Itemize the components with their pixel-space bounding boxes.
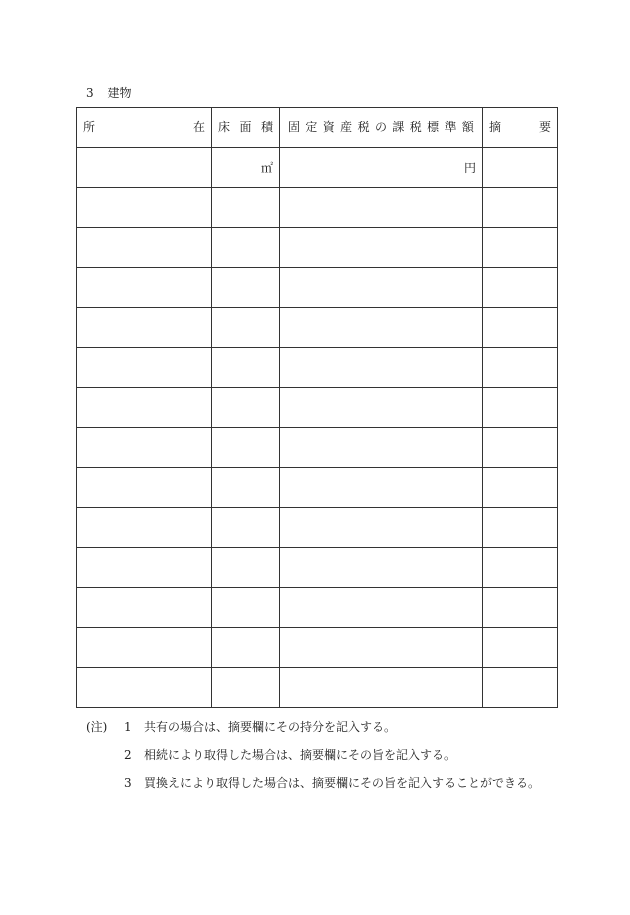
cell-location[interactable] bbox=[77, 548, 212, 588]
header-floor-area-char: 積 bbox=[260, 120, 273, 134]
cell-location[interactable] bbox=[77, 268, 212, 308]
cell-tax-base[interactable] bbox=[280, 548, 483, 588]
table-row bbox=[77, 148, 558, 188]
note-item bbox=[86, 718, 540, 746]
cell-location[interactable] bbox=[77, 348, 212, 388]
cell-floor-area[interactable] bbox=[212, 428, 280, 468]
cell-location[interactable] bbox=[77, 588, 212, 628]
cell-tax-base[interactable] bbox=[280, 268, 483, 308]
table-row bbox=[77, 508, 558, 548]
cell-tax-base[interactable] bbox=[280, 468, 483, 508]
cell-tax-base[interactable] bbox=[280, 188, 483, 228]
cell-remarks[interactable] bbox=[483, 588, 558, 628]
cell-location[interactable] bbox=[77, 148, 212, 188]
cell-floor-area[interactable] bbox=[212, 188, 280, 228]
cell-floor-area[interactable] bbox=[212, 268, 280, 308]
header-tax-base-char: 定 bbox=[305, 120, 318, 134]
table-row bbox=[77, 468, 558, 508]
note-item bbox=[86, 746, 540, 774]
header-tax-base bbox=[280, 108, 483, 148]
table-row bbox=[77, 668, 558, 708]
header-remarks bbox=[483, 108, 558, 148]
cell-remarks[interactable] bbox=[483, 388, 558, 428]
table-row bbox=[77, 548, 558, 588]
header-tax-base-char: 標 bbox=[427, 120, 440, 134]
cell-tax-base[interactable] bbox=[280, 508, 483, 548]
cell-tax-base[interactable] bbox=[280, 148, 483, 188]
table-row bbox=[77, 348, 558, 388]
cell-tax-base[interactable] bbox=[280, 588, 483, 628]
header-location-char: 在 bbox=[192, 120, 205, 134]
header-floor-area-char: 床 bbox=[218, 120, 231, 134]
cell-location[interactable] bbox=[77, 308, 212, 348]
note-text: 共有の場合は、摘要欄にその持分を記入する。 bbox=[144, 720, 397, 734]
cell-floor-area[interactable] bbox=[212, 508, 280, 548]
cell-floor-area[interactable] bbox=[212, 228, 280, 268]
header-tax-base-char: 額 bbox=[461, 120, 474, 134]
header-location-char: 所 bbox=[83, 120, 96, 134]
table-header-row bbox=[77, 108, 558, 148]
table-row bbox=[77, 628, 558, 668]
header-tax-base-char: の bbox=[374, 120, 387, 134]
cell-tax-base[interactable] bbox=[280, 628, 483, 668]
cell-floor-area[interactable] bbox=[212, 308, 280, 348]
cell-remarks[interactable] bbox=[483, 148, 558, 188]
cell-location[interactable] bbox=[77, 508, 212, 548]
header-tax-base-char: 課 bbox=[392, 120, 405, 134]
cell-floor-area[interactable] bbox=[212, 348, 280, 388]
cell-floor-area[interactable] bbox=[212, 388, 280, 428]
cell-tax-base[interactable] bbox=[280, 428, 483, 468]
cell-location[interactable] bbox=[77, 628, 212, 668]
cell-floor-area[interactable] bbox=[212, 588, 280, 628]
unit-yen: 円 bbox=[463, 161, 476, 175]
cell-tax-base[interactable] bbox=[280, 668, 483, 708]
cell-remarks[interactable] bbox=[483, 268, 558, 308]
cell-location[interactable] bbox=[77, 188, 212, 228]
table-row bbox=[77, 588, 558, 628]
cell-location[interactable] bbox=[77, 228, 212, 268]
header-tax-base-char: 税 bbox=[409, 120, 422, 134]
cell-remarks[interactable] bbox=[483, 668, 558, 708]
cell-tax-base[interactable] bbox=[280, 388, 483, 428]
header-tax-base-char: 準 bbox=[444, 120, 457, 134]
table-row bbox=[77, 308, 558, 348]
cell-remarks[interactable] bbox=[483, 548, 558, 588]
table-row bbox=[77, 428, 558, 468]
cell-location[interactable] bbox=[77, 428, 212, 468]
section-number: 3 bbox=[86, 86, 94, 100]
header-remarks-char: 要 bbox=[538, 120, 551, 134]
header-remarks-char: 摘 bbox=[489, 120, 502, 134]
notes bbox=[86, 718, 540, 802]
cell-tax-base[interactable] bbox=[280, 348, 483, 388]
cell-remarks[interactable] bbox=[483, 628, 558, 668]
cell-remarks[interactable] bbox=[483, 508, 558, 548]
cell-remarks[interactable] bbox=[483, 468, 558, 508]
cell-remarks[interactable] bbox=[483, 188, 558, 228]
cell-floor-area[interactable] bbox=[212, 468, 280, 508]
cell-floor-area[interactable] bbox=[212, 148, 280, 188]
cell-remarks[interactable] bbox=[483, 348, 558, 388]
cell-floor-area[interactable] bbox=[212, 548, 280, 588]
table-row bbox=[77, 268, 558, 308]
header-tax-base-char: 固 bbox=[288, 120, 301, 134]
note-number: 2 bbox=[124, 748, 132, 762]
cell-tax-base[interactable] bbox=[280, 228, 483, 268]
cell-floor-area[interactable] bbox=[212, 668, 280, 708]
header-tax-base-char: 資 bbox=[322, 120, 335, 134]
table-row bbox=[77, 228, 558, 268]
note-text: 相続により取得した場合は、摘要欄にその旨を記入する。 bbox=[144, 748, 457, 762]
note-prefix: (注) bbox=[86, 720, 108, 734]
header-tax-base-char: 税 bbox=[357, 120, 370, 134]
note-item bbox=[86, 774, 540, 802]
table-row bbox=[77, 188, 558, 228]
note-number: 3 bbox=[124, 776, 132, 790]
cell-location[interactable] bbox=[77, 388, 212, 428]
table-row bbox=[77, 388, 558, 428]
cell-location[interactable] bbox=[77, 468, 212, 508]
cell-remarks[interactable] bbox=[483, 228, 558, 268]
section-title bbox=[86, 84, 131, 101]
header-tax-base-char: 産 bbox=[340, 120, 353, 134]
building-table bbox=[76, 107, 558, 708]
cell-location[interactable] bbox=[77, 668, 212, 708]
cell-remarks[interactable] bbox=[483, 428, 558, 468]
note-text: 買換えにより取得した場合は、摘要欄にその旨を記入することができる。 bbox=[144, 776, 541, 790]
cell-floor-area[interactable] bbox=[212, 628, 280, 668]
note-number: 1 bbox=[124, 720, 132, 734]
cell-remarks[interactable] bbox=[483, 308, 558, 348]
header-floor-area-char: 面 bbox=[239, 120, 252, 134]
section-heading: 建物 bbox=[107, 86, 132, 100]
header-floor-area bbox=[212, 108, 280, 148]
unit-square-meter: ㎡ bbox=[260, 161, 273, 175]
cell-tax-base[interactable] bbox=[280, 308, 483, 348]
header-location bbox=[77, 108, 212, 148]
